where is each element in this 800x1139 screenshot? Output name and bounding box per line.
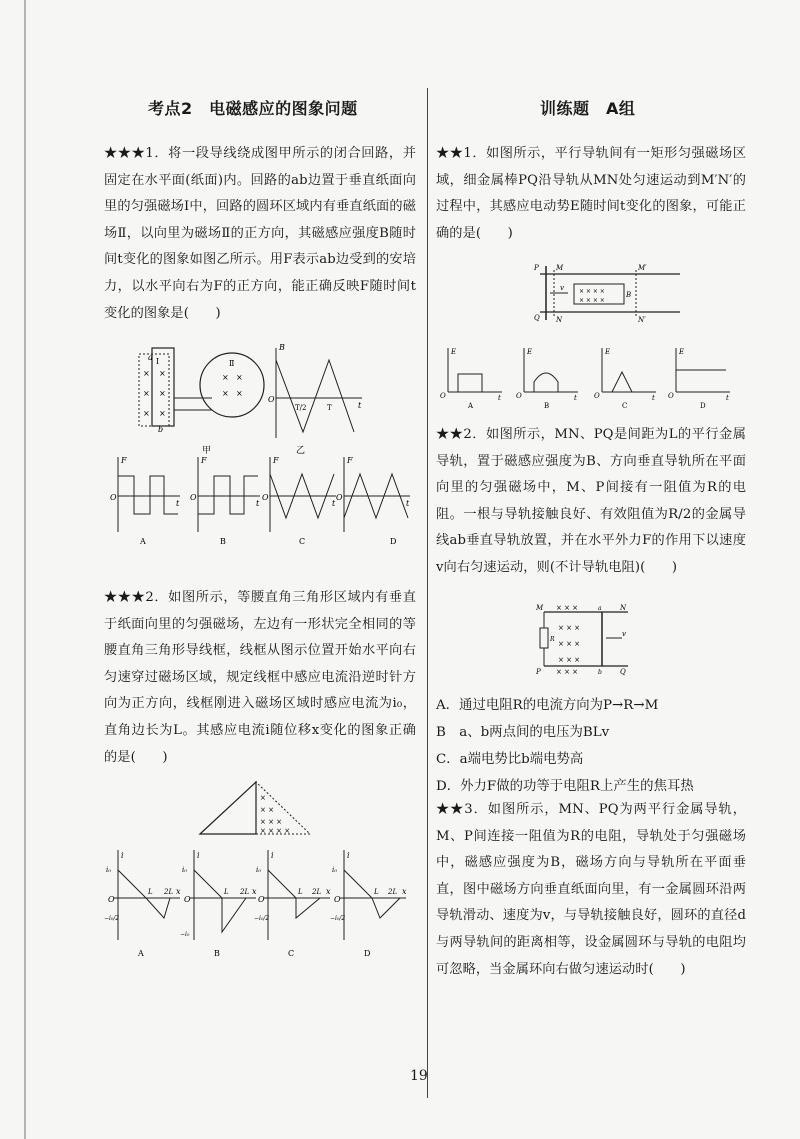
option-graph-D [668,348,730,410]
x-mark: × [260,794,266,802]
label: O [190,493,197,502]
x-mark: × [143,369,150,378]
label: O [336,493,343,502]
label-M: M [536,604,544,612]
label: O [258,895,265,904]
label-field-I: Ⅰ [156,357,160,366]
label-b: b [598,669,602,676]
x-mark: × [143,389,150,398]
option-right-2-D: D．外力F做的功等于电阻R上产生的焦耳热 [436,779,694,794]
option-graph-C [262,456,336,546]
option-label: C [299,537,306,546]
label: t [406,499,410,508]
label: 2L [312,888,322,896]
label: O [594,392,600,400]
caption-jia: 甲 [202,446,212,456]
label: i₀ [332,866,338,874]
label-N-prime: N′ [638,316,646,324]
label-a: a [598,605,602,612]
label: O [516,392,522,400]
x-mark: × [236,389,243,398]
label-P: P [534,264,539,272]
x-mark: × × × × [579,288,605,295]
label: O [440,392,446,400]
page-number: 19 [410,1068,428,1084]
label: E [527,348,533,356]
label-field-II: Ⅱ [229,359,235,368]
label-a: a [148,353,153,362]
label-Q: Q [534,314,540,322]
option-graph-D [336,456,410,546]
x-mark: × [222,373,229,382]
x-mark: × × × [260,818,283,826]
column-divider [427,88,428,1098]
label: O [184,895,191,904]
label: O [108,895,115,904]
option-graph-A [110,456,180,546]
label-P: P [536,668,541,676]
x-mark: × [159,409,166,418]
x-mark: × [143,409,150,418]
label: L [148,888,153,896]
option-graph-B [516,348,578,410]
resistor-R [540,628,548,648]
label: 2L [240,888,250,896]
options-left-q2 [104,848,416,960]
label: x [252,887,257,896]
option-label: D [390,537,397,546]
question-right-3: ★★3．如图所示，MN、PQ为两平行金属导轨，M、P间连接一阻值为R的电阻，导轨处于匀强磁场中，磁感应强度为B，磁场方向与导轨所在平面垂直，图中磁场方向垂直纸面向里，有一金属圆环沿两导轨滑动、速度为v，与导轨接触良好，圆环的直径d与两导轨间的距离相等，设金属圆环与导轨的电阻均可忽略，当金属环向右做匀速运动时( ) [436,802,746,977]
tick-T: T [327,404,332,412]
label: F [347,456,353,465]
option-graph-A [104,850,181,958]
x-mark: × × × × [260,827,291,835]
label: L [298,888,303,896]
label-v: v [560,284,564,292]
label: L [224,888,229,896]
label-M: M [556,264,564,272]
label: E [605,348,611,356]
section-title-left: 考点2 电磁感应的图象问题 [148,99,358,118]
label: i [347,851,350,860]
label: i [271,851,274,860]
label: O [262,493,269,502]
options-right-q1 [438,344,738,412]
option-graph-B [190,456,260,546]
x-mark: × × [260,806,274,814]
label: t [574,394,577,402]
label: t [256,499,260,508]
label-B: B [626,291,632,299]
origin-label: O [268,395,275,404]
option-label: C [622,402,628,410]
label: 2L [388,888,398,896]
label: x [176,887,181,896]
label: x [326,887,331,896]
label-b: b [158,425,164,434]
option-right-2-B: B a、b两点间的电压为BLv [436,725,610,740]
x-mark: × × × [556,604,579,612]
option-label: A [140,537,146,546]
option-graph-C [594,348,656,410]
option-right-2-C: C．a端电势比b端电势高 [436,752,584,767]
option-right-2-A: A．通过电阻R的电流方向为P→R→M [436,698,659,713]
label: i [197,851,200,860]
question-left-1: ★★★1．将一段导线绕成图甲所示的闭合回路，并固定在水平面(纸面)内。回路的ab边置于垂直纸面向里的匀强磁场Ⅰ中，回路的圆环区域内有垂直纸面的磁场Ⅱ，以向里为磁场Ⅱ的正方向，其磁感应强度B随时间t变化的图象如图乙所示。用F表示ab边受到的安培力，以水平向右为F的正方向，能正确反映F随时间t变化的图象是( ) [104,146,416,321]
option-label: B [220,537,226,546]
option-label: A [468,402,474,410]
x-mark: × [159,389,166,398]
label: −i₀/2 [330,915,346,922]
label: O [110,493,117,502]
label: E [451,348,457,356]
option-graph-D [330,850,407,958]
label: F [273,456,279,465]
figure-left-q2-main [196,778,316,840]
label-Q: Q [620,668,626,676]
label: t [726,394,729,402]
label-M-prime: M′ [638,264,647,272]
x-mark: × × × [556,668,579,676]
page-edge-line [24,0,26,1139]
figure-left-q1-main [130,340,370,460]
section-title-right: 训练题 A组 [540,99,636,118]
label-v: v [622,630,626,638]
label: O [668,392,674,400]
label: F [121,456,127,465]
option-graph-B [180,850,257,958]
label: x [402,887,407,896]
option-label: A [138,949,144,958]
label: F [201,456,207,465]
option-label: B [214,949,220,958]
x-mark: × [222,389,229,398]
question-right-2: ★★2．如图所示，MN、PQ是间距为L的平行金属导轨，置于磁感应强度为B、方向垂直导轨所在平面向里的匀强磁场中，M、P间接有一阻值为R的电阻。一根与导轨接触良好、有效阻值为R/2的金属导线ab垂直导轨放置，并在水平外力F的作用下以速度v向右匀速运动，则(不计导轨电阻)( ) [436,427,746,575]
label: −i₀ [180,931,190,938]
question-right-1: ★★1．如图所示，平行导轨间有一矩形匀强磁场区域，细金属棒PQ沿导轨从MN处匀速运动到M′N′的过程中，其感应电动势E随时间t变化的图象，可能正确的是( ) [436,146,746,241]
option-label: C [288,949,295,958]
option-label: D [364,949,371,958]
caption-yi: 乙 [296,446,306,456]
axis-B-label: B [279,343,285,352]
label: t [652,394,655,402]
option-label: B [544,402,550,410]
label-N: N [620,604,627,612]
x-mark: × × × [558,656,581,664]
label: 2L [164,888,174,896]
options-left-q1 [104,452,416,548]
label: t [332,499,336,508]
figure-right-q2-main [532,604,632,676]
label: i₀ [256,866,262,874]
axis-t-label: t [358,401,362,410]
label: i₀ [182,866,188,874]
option-graph-A [440,348,502,410]
x-mark: × × × × [579,297,605,304]
x-mark: × [159,369,166,378]
B-t-curve [276,360,354,432]
option-graph-C [254,850,331,958]
label: t [498,394,501,402]
label: −i₀/2 [254,915,270,922]
x-mark: × × × [558,624,581,632]
label: E [679,348,685,356]
x-mark: × × × [558,640,581,648]
label: i₀ [106,866,112,874]
figure-right-q1-main [530,262,690,328]
label: −i₀/2 [104,915,120,922]
label: O [334,895,341,904]
x-mark: × [236,373,243,382]
label: i [121,851,124,860]
label-R: R [550,636,555,643]
label-N: N [556,316,563,324]
wire-frame-triangle [200,782,256,834]
label: t [176,499,180,508]
option-label: D [700,402,706,410]
question-left-2: ★★★2．如图所示，等腰直角三角形区域内有垂直于纸面向里的匀强磁场，左边有一形状完全相同的等腰直角三角形导线框，线框从图示位置开始水平向右匀速穿过磁场区域，规定线框中感应电流沿逆时针方向为正方向，线框刚进入磁场区域时感应电流为i₀，直角边长为L。其感应电流i随位移x变化的图象正确的是( ) [104,590,416,765]
tick-T2: T/2 [295,404,307,412]
label: L [374,888,379,896]
